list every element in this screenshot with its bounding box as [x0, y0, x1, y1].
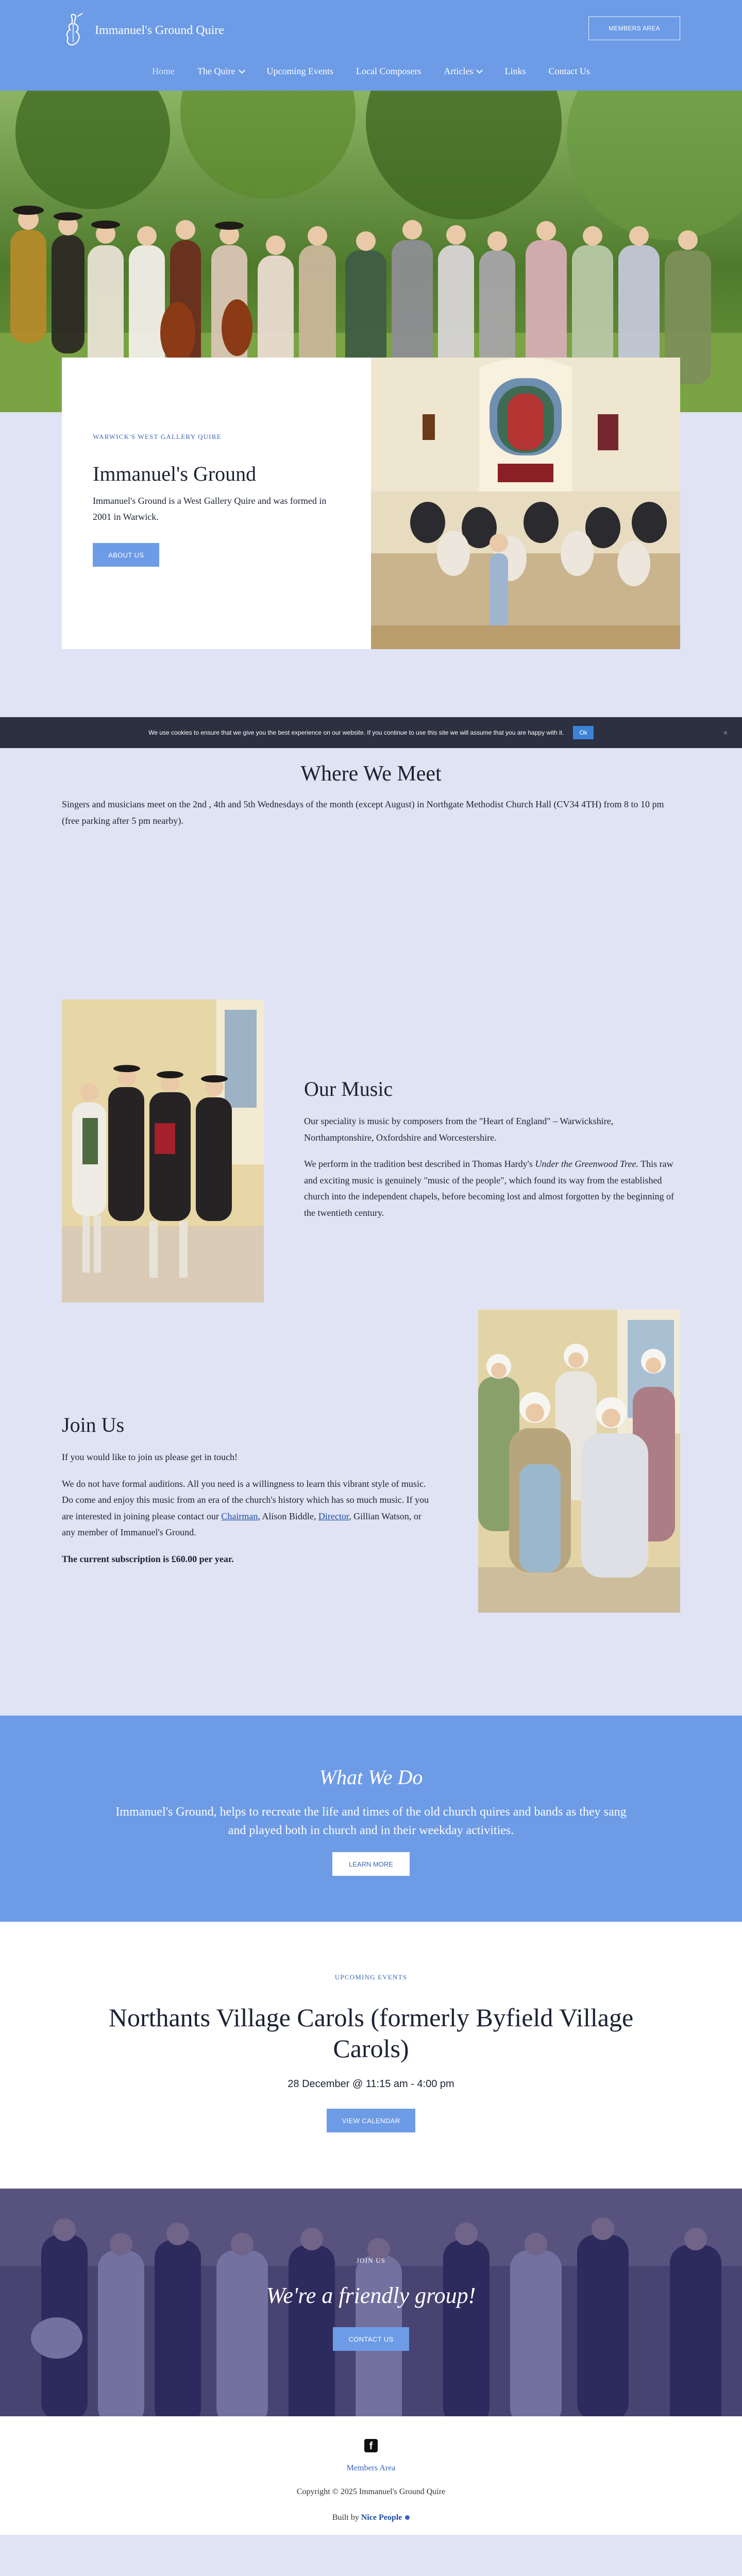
our-music-title: Our Music	[304, 1077, 393, 1100]
intro-card	[62, 358, 680, 649]
what-we-do-body: Immanuel's Ground, helps to recreate the life and times of the old church quires and bands as they sang and played both in church and in their weekday activities.	[115, 1805, 627, 1837]
facebook-icon[interactable]: f	[364, 2439, 378, 2452]
nav-label: Local Composers	[356, 66, 421, 76]
nav-label: Contact Us	[548, 66, 590, 76]
site-header	[0, 0, 742, 91]
meet-title: Where We Meet	[300, 762, 442, 786]
learn-more-button[interactable]: LEARN MORE	[332, 1852, 410, 1876]
what-we-do-section	[0, 1716, 742, 1922]
nav-links[interactable]	[504, 66, 526, 77]
members-area-button[interactable]: MEMBERS AREA	[588, 16, 680, 40]
built-by-text	[0, 2513, 742, 2522]
our-music-paragraph-2	[304, 1156, 680, 1221]
intro-text	[62, 358, 371, 649]
heart-icon	[405, 2515, 410, 2520]
members-area-link[interactable]: Members Area	[346, 2464, 396, 2472]
event-title: Northants Village Carols (formerly Byfield Village Carols)	[108, 2003, 634, 2063]
join-us-paragraph-2	[62, 1476, 433, 1541]
text-span: , Alison Biddle,	[258, 1511, 318, 1521]
event-date: 28 December @ 11:15 am - 4:00 pm	[288, 2078, 454, 2090]
chevron-down-icon	[477, 67, 483, 74]
events-eyebrow: UPCOMING EVENTS	[334, 1973, 408, 1981]
chevron-down-icon	[239, 67, 245, 74]
what-we-do-title: What We Do	[319, 1766, 423, 1789]
violin-icon	[62, 12, 86, 48]
ladies-costume-photo	[478, 1310, 680, 1613]
nav-articles[interactable]	[444, 66, 482, 77]
join-cta-section	[0, 2189, 742, 2416]
about-us-button[interactable]: ABOUT US	[93, 543, 159, 567]
built-by-prefix: Built by	[332, 2513, 361, 2522]
nav-home[interactable]	[152, 66, 175, 77]
join-us-title: Join Us	[62, 1413, 125, 1436]
nav-label: Links	[504, 66, 526, 76]
join-cta-title: We're a friendly group!	[266, 2283, 476, 2308]
copyright-text: Copyright © 2025 Immanuel's Ground Quire	[296, 2487, 446, 2496]
text-span: , Gillian Watson, or any member of Immanuel's Ground.	[62, 1511, 421, 1537]
intro-eyebrow: WARWICK'S WEST GALLERY QUIRE	[93, 433, 222, 440]
join-cta-content	[0, 2189, 742, 2351]
site-logo-link[interactable]	[62, 12, 224, 48]
nav-the-quire[interactable]	[197, 66, 244, 77]
nav-contact-us[interactable]	[548, 66, 590, 77]
cookie-ok-button[interactable]: Ok	[573, 726, 593, 739]
chairman-link[interactable]: Chairman	[221, 1511, 258, 1521]
join-us-paragraph-1: If you would like to join us please get in touch!	[62, 1452, 238, 1462]
view-calendar-button[interactable]: VIEW CALENDAR	[327, 2109, 416, 2132]
close-icon[interactable]: ×	[723, 728, 728, 737]
intro-section	[0, 412, 742, 737]
nav-label: Home	[152, 66, 175, 76]
church-performance-photo	[371, 358, 680, 649]
intro-body: Immanuel's Ground is a West Gallery Quire and was formed in 2001 in Warwick.	[93, 496, 327, 522]
nav-local-composers[interactable]	[356, 66, 421, 77]
where-we-meet-section	[0, 737, 742, 999]
join-us-text	[62, 1413, 433, 1578]
nav-label: The Quire	[197, 66, 235, 76]
musicians-costume-photo	[62, 999, 264, 1302]
text-span: We do not have formal auditions. All you need is a willingness to learn this vibrant style of music. Do come and enjoy this music from an era of the church's history which has so much music. If you are interested in joining please contact our	[62, 1478, 429, 1521]
our-music-section	[0, 999, 742, 1355]
contact-us-button[interactable]: CONTACT US	[333, 2327, 409, 2351]
site-footer	[0, 2416, 742, 2535]
subscription-text: The current subscription is £60.00 per year.	[62, 1553, 234, 1564]
text-span: This raw and exciting music is genuinely "music of the people", which found its way from the established church into the independent chapels, before becoming lost and almost forgotten by the beginning of the twentieth century.	[304, 1159, 674, 1218]
upcoming-events-section	[0, 1922, 742, 2189]
text-span: We perform in the tradition best described in Thomas Hardy's	[304, 1159, 535, 1169]
main-nav	[0, 66, 742, 77]
our-music-text	[304, 1077, 680, 1231]
join-cta-eyebrow: JOIN US	[356, 2257, 386, 2264]
cookie-text: We use cookies to ensure that we give you the best experience on our website. If you continue to use this site we will assume that you are happy with it.	[148, 729, 564, 736]
meet-body: Singers and musicians meet on the 2nd , 4th and 5th Wednesdays of the month (except August) in Northgate Methodist Church Hall (CV34 4TH) from 8 to 10 pm (free parking after 5 pm nearby).	[62, 799, 664, 826]
nav-label: Articles	[444, 66, 474, 76]
our-music-paragraph-1: Our speciality is music by composers from the "Heart of England" – Warwickshire, Northamptonshire, Oxfordshire and Worcestershire.	[304, 1116, 614, 1143]
site-name: Immanuel's Ground Quire	[95, 23, 224, 37]
book-title: Under the Greenwood Tree.	[535, 1159, 638, 1169]
built-by-link[interactable]: Nice People	[361, 2513, 402, 2522]
intro-title: Immanuel's Ground	[93, 462, 257, 485]
join-us-section	[0, 1355, 742, 1716]
director-link[interactable]: Director	[318, 1511, 349, 1521]
cookie-notice	[0, 717, 742, 748]
nav-upcoming-events[interactable]	[267, 66, 333, 77]
nav-label: Upcoming Events	[266, 66, 333, 76]
